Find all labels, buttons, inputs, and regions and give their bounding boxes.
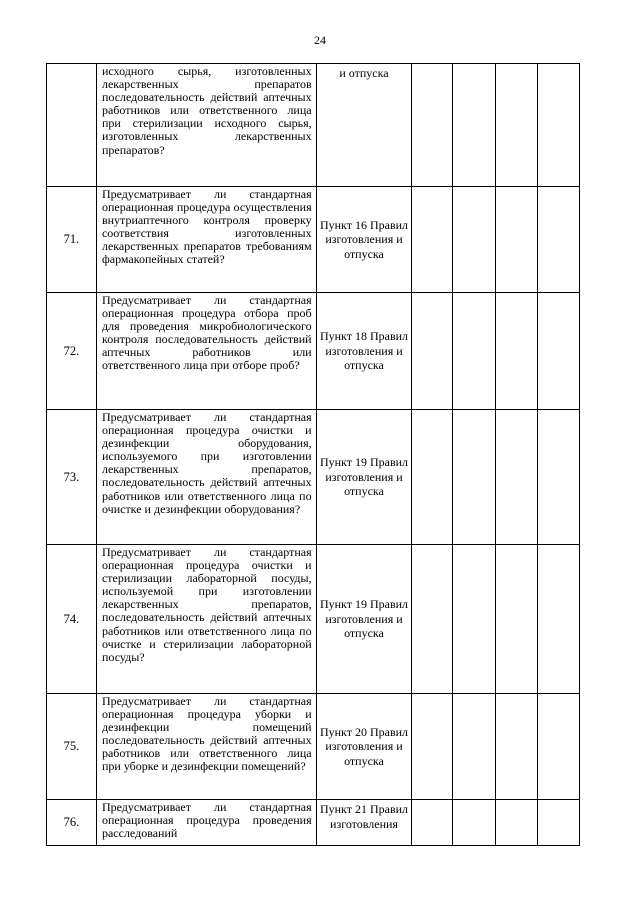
answer-cell: [412, 187, 453, 293]
reference-cell: и отпуска: [316, 64, 412, 187]
row-number: [47, 64, 97, 187]
table-row: [47, 545, 580, 694]
reference-cell: Пункт 18 Правил изготовления и отпуска: [316, 293, 412, 410]
table-row: [47, 64, 580, 187]
question-cell: Предусматривает ли стандартная операционная процедура отбора проб для проведения микробиологического контроля последовательность действий аптечных работников или ответственного лица при отборе проб?: [96, 293, 316, 410]
answer-cell: [495, 64, 538, 187]
answer-cell: [452, 545, 495, 694]
question-cell: исходного сырья, изготовленных лекарственных препаратов последовательность действий аптечных работников или ответственного лица при стерилизации исходного сырья, изготовленных лекарственных препаратов?: [96, 64, 316, 187]
answer-cell: [495, 410, 538, 545]
reference-cell: Пункт 19 Правил изготовления и отпуска: [316, 545, 412, 694]
answer-cell: [452, 694, 495, 800]
row-number: 73.: [47, 410, 97, 545]
page-number: 24: [314, 33, 326, 47]
reference-cell: Пункт 20 Правил изготовления и отпуска: [316, 694, 412, 800]
table-row: [47, 293, 580, 410]
row-number: 76.: [47, 800, 97, 846]
answer-cell: [538, 545, 580, 694]
answer-cell: [452, 800, 495, 846]
table-row: [47, 694, 580, 800]
answer-cell: [495, 293, 538, 410]
row-number: 74.: [47, 545, 97, 694]
question-cell: Предусматривает ли стандартная операционная процедура очистки и стерилизации лабораторной посуды, используемой при изготовлении лекарственных препаратов, последовательность действий аптечных работников или ответственного лица по очистке и стерилизации лабораторной посуды?: [96, 545, 316, 694]
answer-cell: [495, 694, 538, 800]
row-number: 75.: [47, 694, 97, 800]
answer-cell: [495, 187, 538, 293]
answer-cell: [538, 64, 580, 187]
row-number: 72.: [47, 293, 97, 410]
reference-cell: Пункт 19 Правил изготовления и отпуска: [316, 410, 412, 545]
answer-cell: [538, 694, 580, 800]
answer-cell: [412, 410, 453, 545]
answer-cell: [495, 800, 538, 846]
answer-cell: [452, 187, 495, 293]
checklist-table: [46, 63, 580, 846]
question-cell: Предусматривает ли стандартная операционная процедура уборки и дезинфекции помещений последовательность действий аптечных работников или ответственного лица при уборке и дезинфекции помещений?: [96, 694, 316, 800]
answer-cell: [412, 694, 453, 800]
answer-cell: [412, 293, 453, 410]
question-cell: Предусматривает ли стандартная операционная процедура очистки и дезинфекции оборудования, используемого при изготовлении лекарственных препаратов, последовательность действий аптечных работников или ответственного лица по очистке и дезинфекции оборудования?: [96, 410, 316, 545]
answer-cell: [538, 187, 580, 293]
row-number: 71.: [47, 187, 97, 293]
answer-cell: [538, 800, 580, 846]
table-row: [47, 410, 580, 545]
answer-cell: [412, 545, 453, 694]
answer-cell: [538, 293, 580, 410]
answer-cell: [412, 64, 453, 187]
table-row: [47, 800, 580, 846]
answer-cell: [538, 410, 580, 545]
answer-cell: [452, 410, 495, 545]
answer-cell: [452, 293, 495, 410]
question-cell: Предусматривает ли стандартная операционная процедура осуществления внутриаптечного контроля проверку соответствия изготовленных лекарственных препаратов требованиям фармакопейных статей?: [96, 187, 316, 293]
table-row: [47, 187, 580, 293]
reference-cell: Пункт 21 Правил изготовления: [316, 800, 412, 846]
question-cell: Предусматривает ли стандартная операционная процедура проведения расследований: [96, 800, 316, 846]
answer-cell: [412, 800, 453, 846]
answer-cell: [452, 64, 495, 187]
reference-cell: Пункт 16 Правил изготовления и отпуска: [316, 187, 412, 293]
answer-cell: [495, 545, 538, 694]
